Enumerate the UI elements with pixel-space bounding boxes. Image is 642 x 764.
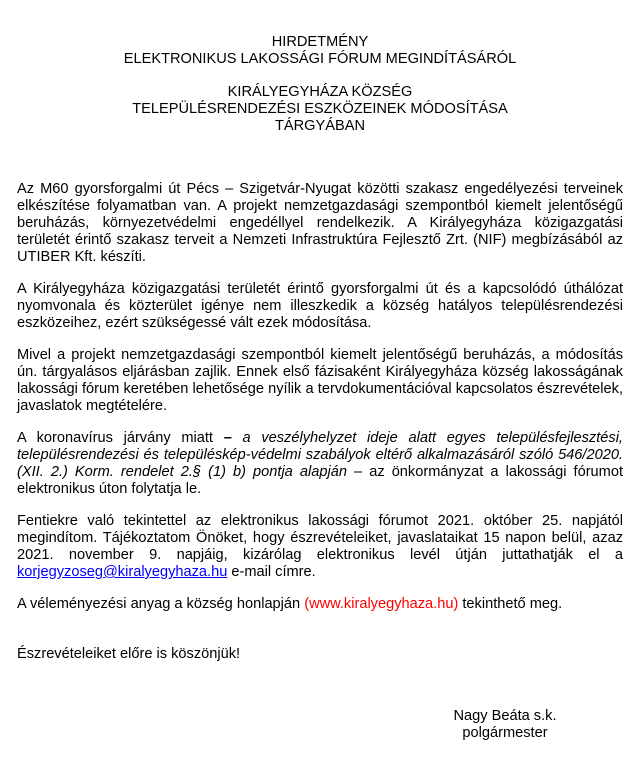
subject-line-topic: TELEPÜLÉSRENDEZÉSI ESZKÖZEINEK MÓDOSÍTÁSA — [132, 101, 508, 117]
forum-dates-tail: e-mail címre. — [227, 564, 316, 580]
covid-lead-text: A koronavírus járvány miatt — [17, 430, 224, 446]
notice-subtitle: ELEKTRONIKUS LAKOSSÁGI FÓRUM MEGINDÍTÁSÁRÓL — [123, 51, 517, 67]
website-lead-text: A véleményezési anyag a község honlapján — [17, 596, 305, 612]
signature-block — [430, 708, 580, 742]
website-tail-text: tekinthető meg. — [458, 596, 563, 612]
paragraph-procedure: Mivel a projekt nemzetgazdasági szempontból kiemelt jelentőségű beruházás, a módosítás ún. tárgyalásos eljárásban zajlik. Ennek első fázisaként Királyegyháza község lakosságának lakossági fórum keretében lehetősége nyílik a tervdokumentációval kapcsolatos észrevételek, javaslatok megtételére. — [17, 347, 623, 414]
signatory-title: polgármester — [462, 725, 548, 741]
decree-reference: a veszélyhelyzet ideje alatt egyes településfejlesztési, településrendezési és településkép-védelmi szabályok eltérő alkalmazásáról szóló 546/2020. (XII. 2.) Korm. rendelet 2.§ (1) b) pontja alapján — [17, 430, 623, 480]
thanks-line: Észrevételeiket előre is köszönjük! — [17, 646, 241, 662]
paragraph-covid-legal-basis — [17, 430, 623, 498]
subject-line-municipality: KIRÁLYEGYHÁZA KÖZSÉG — [227, 84, 413, 100]
notice-title: HIRDETMÉNY — [271, 34, 369, 50]
covid-tail-text: – az önkormányzat a lakossági fórumot elektronikus úton folytatja le. — [17, 464, 623, 497]
paragraph-modification-need: A Királyegyháza közigazgatási területét érintő gyorsforgalmi út és a kapcsolódó úthálózat nyomvonala és közterület igénye nem illeszkedik a község hatályos településrendezési eszközeihez, ezért szükségessé vált ezek módosítása. — [17, 281, 623, 331]
subject-heading — [17, 84, 623, 135]
signatory-name: Nagy Beáta s.k. — [453, 708, 557, 724]
forum-dates-text: Fentiekre való tekintettel az elektronikus lakossági fórumot 2021. október 25. napjától megindítom. Tájékoztatom Önöket, hogy észrevételeiket, javaslataikat 15 napon belül, azaz 2021. november 9. napjáig, kizárólag elektronikus levél útján juttathatják el a — [17, 513, 623, 563]
paragraph-project-background: Az M60 gyorsforgalmi út Pécs – Szigetvár-Nyugat közötti szakasz engedélyezési terveinek elkészítése folyamatban van. A projekt nemzetgazdasági szempontból kiemelt jelentőségű beruházás, környezetvédelmi engedéllyel rendelkezik. A Királyegyháza közigazgatási területét érintő szakasz terveit a Nemzeti Infrastruktúra Fejlesztő Zrt. (NIF) megbízásából az UTIBER Kft. készíti. — [17, 181, 623, 265]
paragraph-website — [17, 596, 623, 613]
subject-line-suffix: TÁRGYÁBAN — [274, 118, 365, 134]
paragraph-forum-dates — [17, 513, 623, 581]
notice-document — [17, 34, 623, 663]
email-link[interactable]: korjegyzoseg@kiralyegyhaza.hu — [17, 564, 228, 580]
website-url[interactable]: (www.kiralyegyhaza.hu) — [304, 596, 459, 612]
bold-dash: – — [223, 430, 232, 446]
notice-heading — [17, 34, 623, 68]
